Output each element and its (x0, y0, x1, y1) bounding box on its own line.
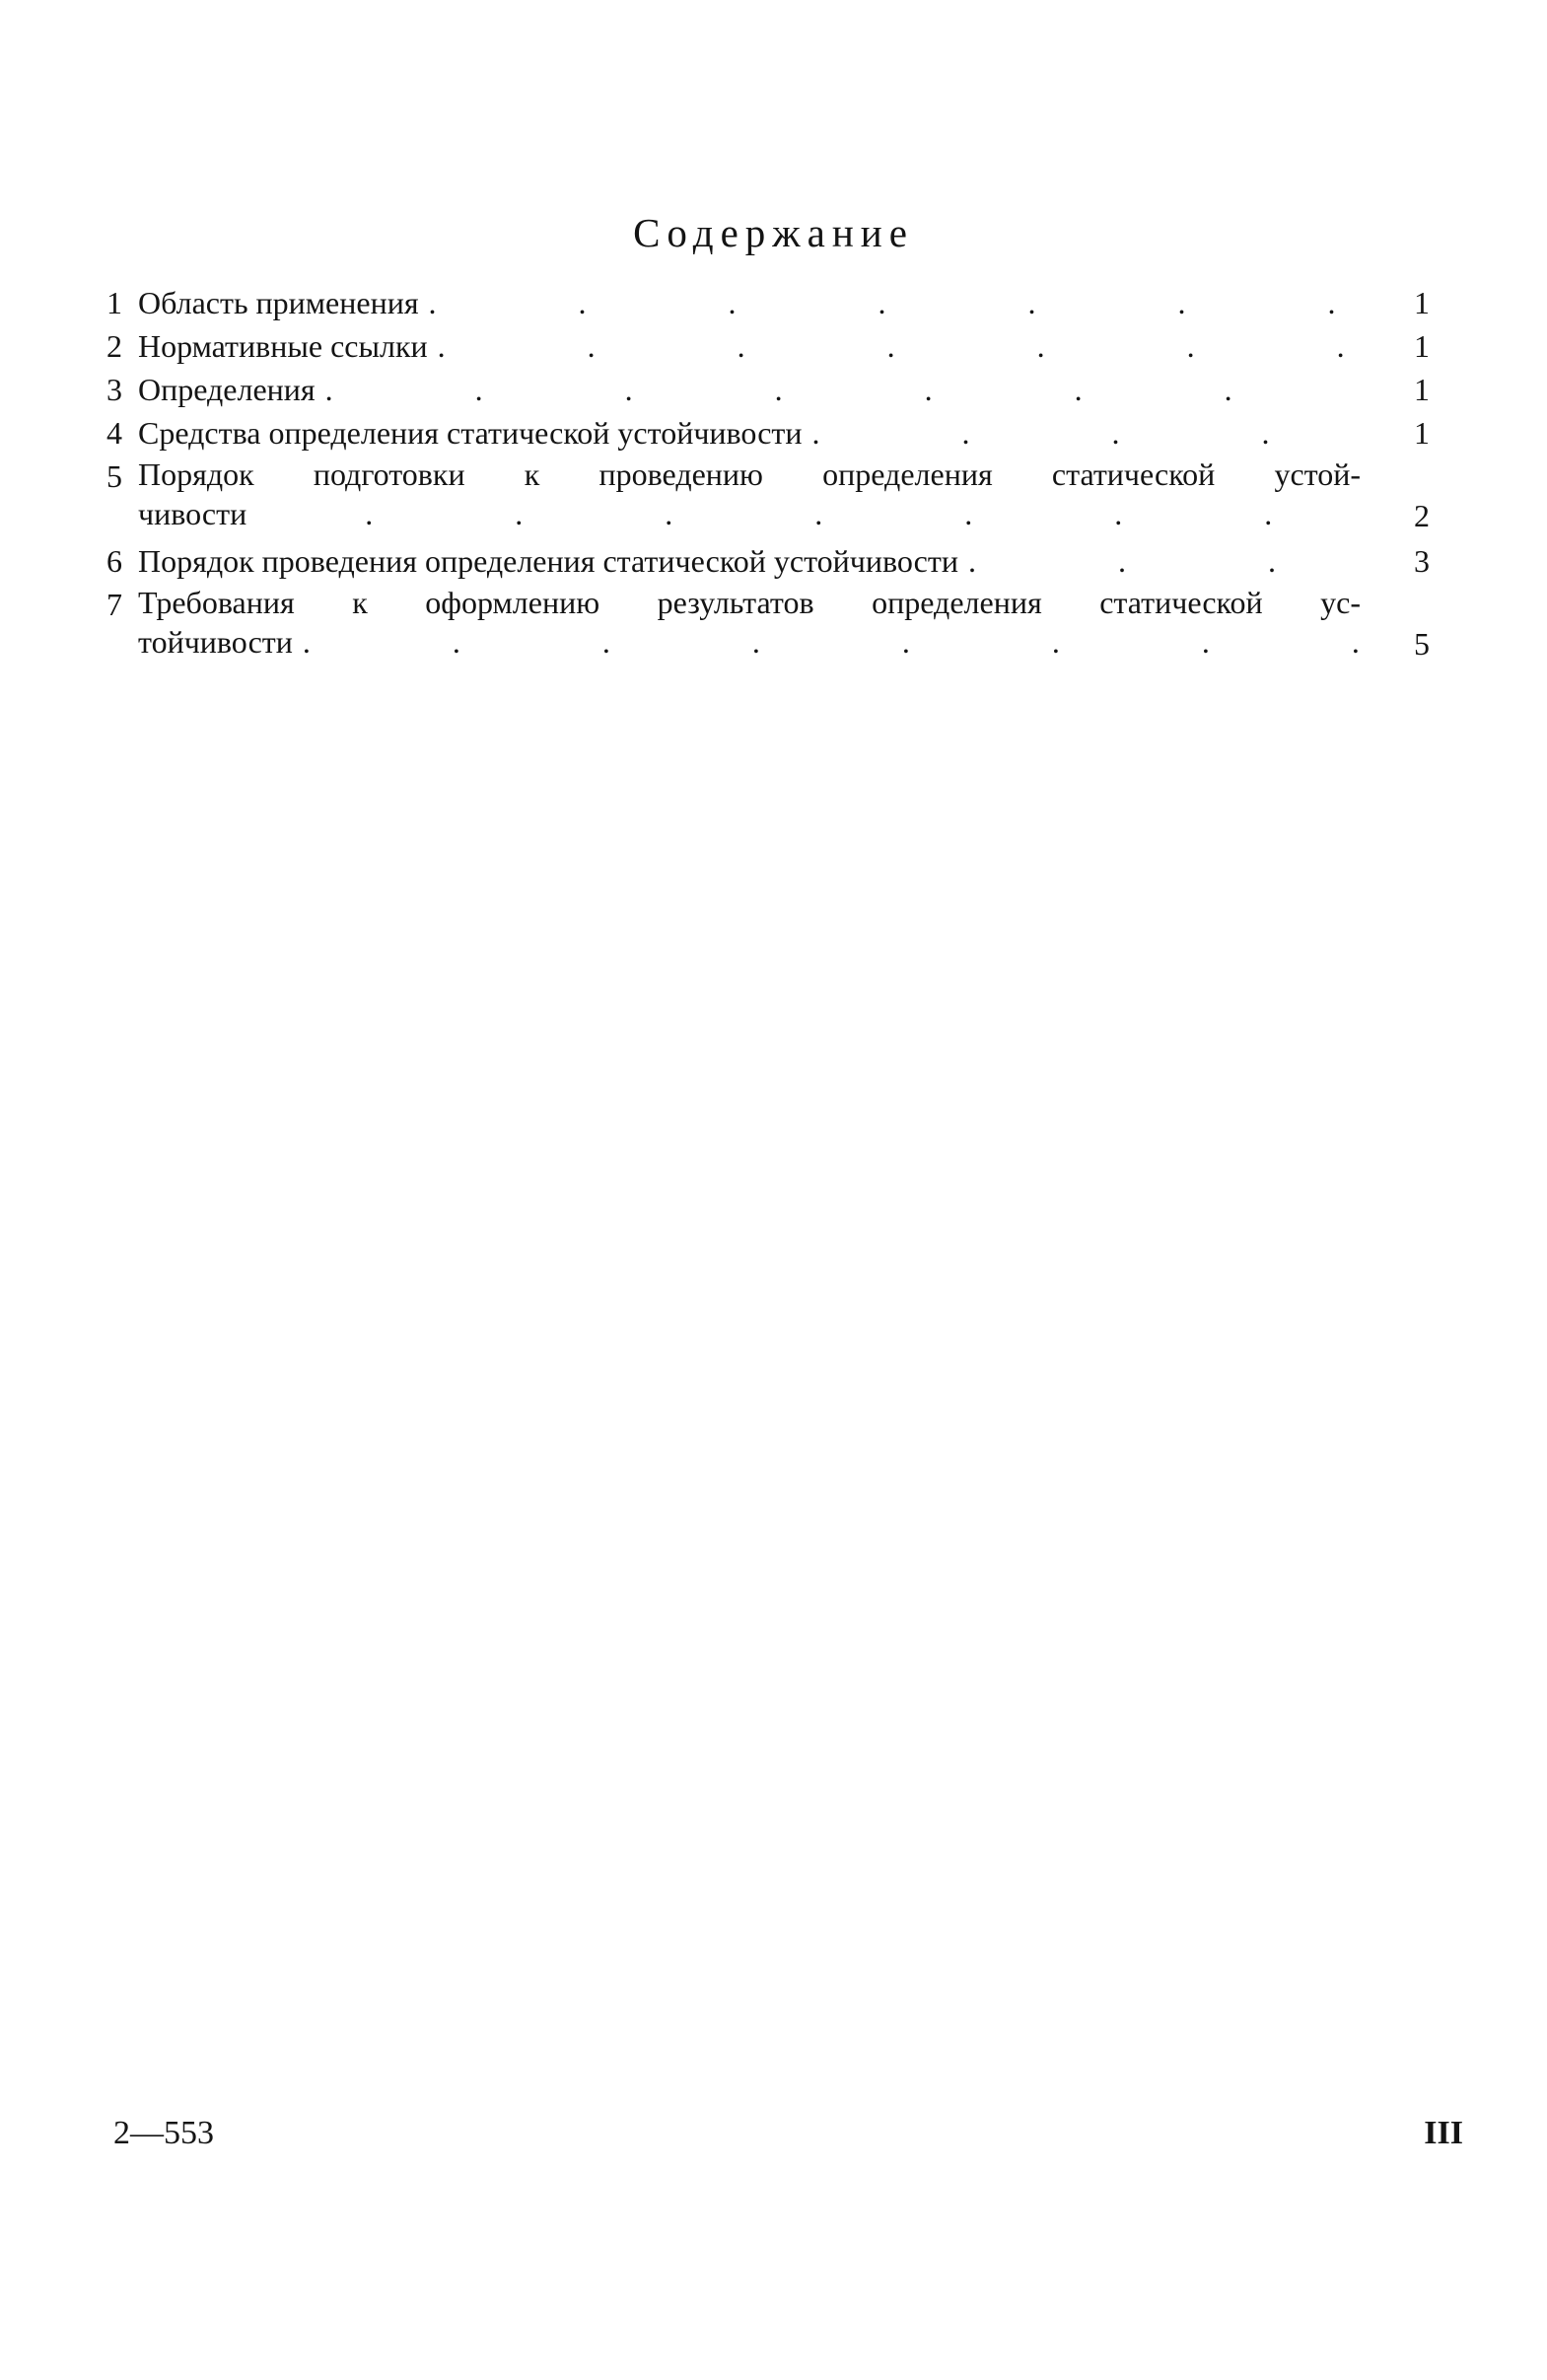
entry-number: 4 (106, 415, 122, 451)
entry-page-number: 1 (1414, 415, 1430, 451)
entry-page-number: 3 (1414, 543, 1430, 579)
toc-entry[interactable] (99, 539, 1430, 583)
toc-entry[interactable] (99, 411, 1430, 455)
entry-title: Определения (138, 372, 316, 407)
entry-title-line2: тойчивости (138, 624, 293, 660)
dot-leader (246, 494, 1361, 533)
toc-entry[interactable] (99, 324, 1430, 368)
entry-title-line1: Порядок подготовки к проведению определения статической устой- (138, 456, 1361, 492)
entry-title: Порядок проведения определения статической устойчивости (138, 543, 958, 579)
entry-page-number: 1 (1414, 285, 1430, 320)
document-code: 2—553 (113, 2115, 214, 2151)
entry-title: Нормативные ссылки (138, 328, 428, 364)
entry-number: 2 (106, 328, 122, 364)
toc-entry[interactable] (99, 281, 1430, 324)
entry-title-line1: Требования к оформлению результатов определения статической ус- (138, 585, 1361, 620)
table-of-contents (99, 281, 1430, 662)
entry-number: 7 (106, 587, 122, 622)
entry-number: 1 (106, 285, 122, 320)
entry-page-number: 2 (1414, 498, 1430, 533)
dot-leader (316, 368, 1361, 411)
dot-leader (419, 281, 1361, 324)
entry-title: Область применения (138, 285, 419, 320)
entry-page-number: 1 (1414, 328, 1430, 364)
entry-page-number: 5 (1414, 626, 1430, 662)
entry-number: 5 (106, 458, 122, 494)
entry-title-line2: чивости (138, 496, 247, 531)
page-number-roman: III (1424, 2115, 1463, 2151)
toc-entry[interactable] (99, 583, 1430, 667)
entry-number: 6 (106, 543, 122, 579)
toc-entry[interactable] (99, 455, 1430, 539)
entry-title: Средства определения статической устойчивости (138, 415, 803, 451)
entry-page-number: 1 (1414, 372, 1430, 407)
dot-leader (293, 622, 1361, 662)
dot-leader (428, 324, 1361, 368)
toc-entry[interactable] (99, 368, 1430, 411)
dot-leader (958, 539, 1361, 583)
dot-leader (803, 411, 1361, 455)
page-title: Содержание (633, 210, 914, 255)
entry-number: 3 (106, 372, 122, 407)
